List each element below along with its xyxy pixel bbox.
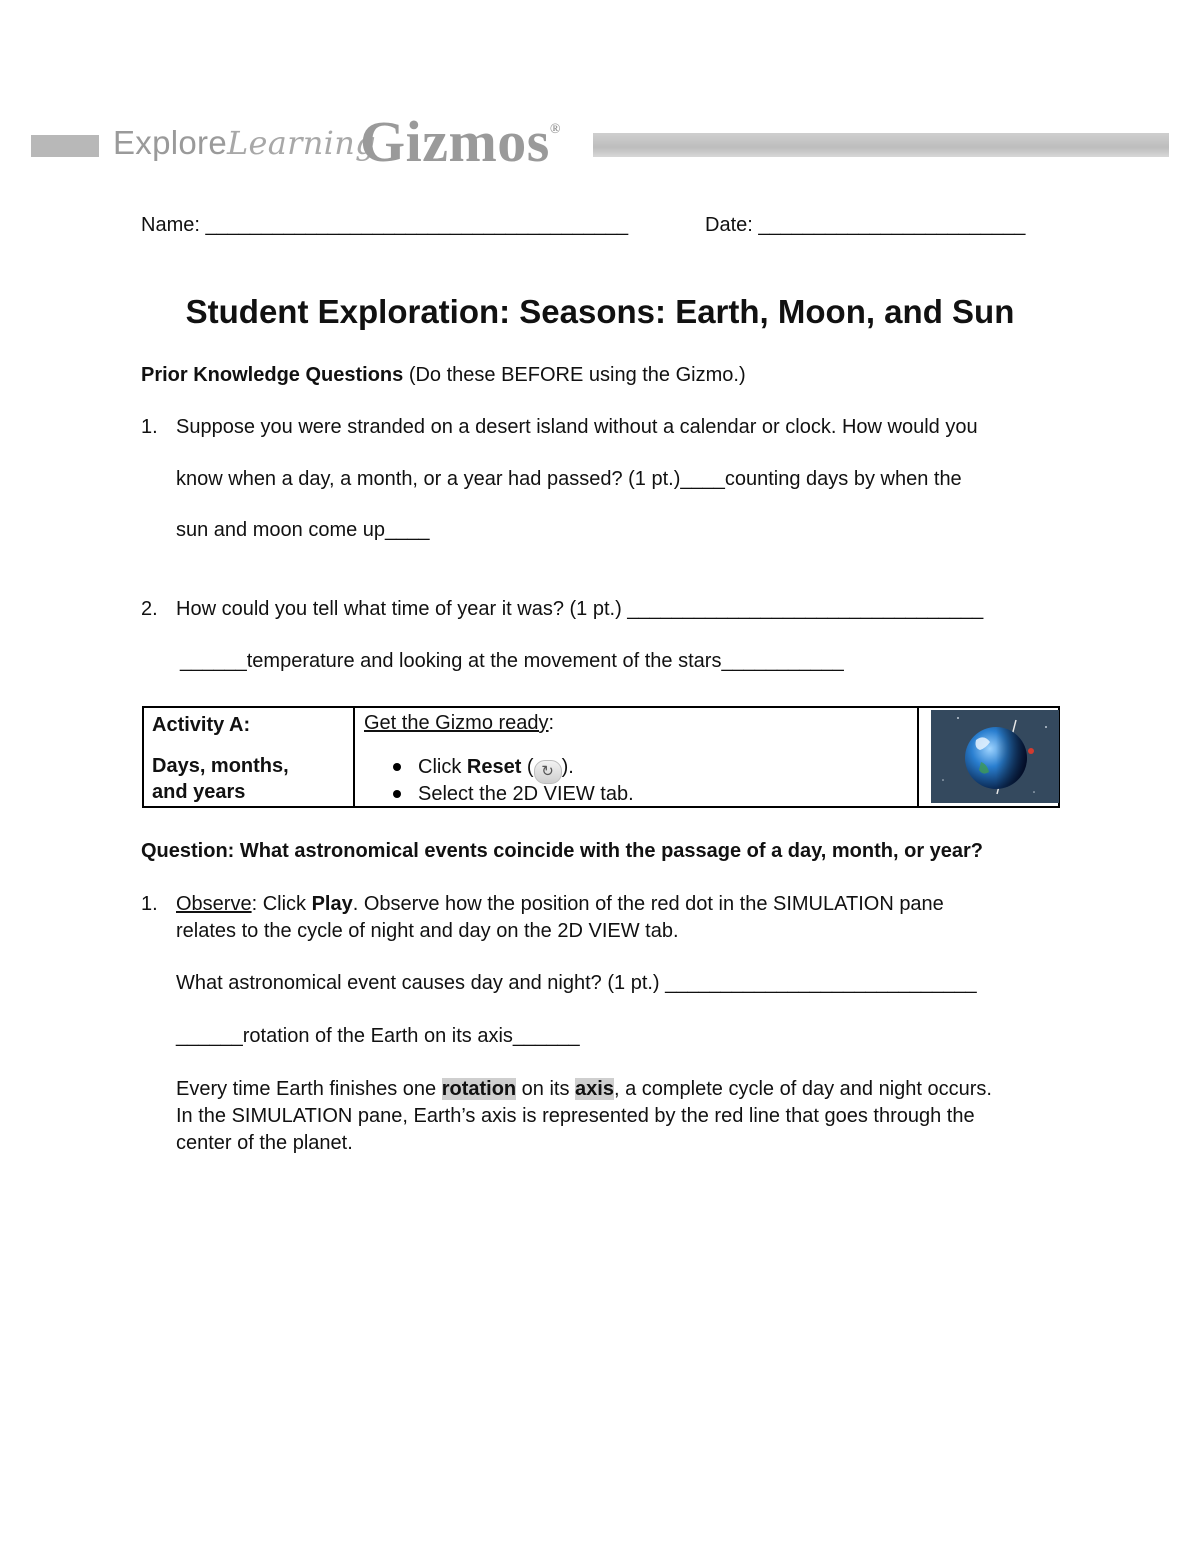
q2-line1: How could you tell what time of year it was? (1 pt.) ________________________________ <box>176 598 984 620</box>
day-night-question: What astronomical event causes day and night? (1 pt.) ____________________________ <box>176 972 977 994</box>
page-title: Student Exploration: Seasons: Earth, Moon, and Sun <box>185 293 1015 330</box>
question-heading: Question: What astronomical events coincide with the passage of a day, month, or year? <box>141 840 984 862</box>
q2-line2: ______temperature and looking at the movement of the stars___________ <box>180 650 844 672</box>
observe-label: Observe <box>176 893 252 915</box>
header-bar-right <box>593 133 1169 157</box>
rotation-paragraph-line3: center of the planet. <box>176 1132 353 1154</box>
name-field[interactable]: ______________________________________ <box>205 214 629 236</box>
name-label: Name: <box>141 214 200 236</box>
logo-learning-text: Learning <box>227 124 376 162</box>
bullet-reset <box>418 755 574 784</box>
observe-number: 1. <box>141 893 158 915</box>
observe-line1 <box>176 892 944 916</box>
rotation-paragraph-line1 <box>176 1077 992 1101</box>
registered-mark: ® <box>549 122 561 137</box>
bullet-2d-view: Select the 2D VIEW tab. <box>418 783 634 805</box>
observe-rest: . Observe how the position of the red dot in the SIMULATION pane <box>352 893 944 915</box>
reset-label: Reset <box>466 756 522 778</box>
gizmo-ready-heading <box>364 711 554 735</box>
earth-globe-graphic <box>931 710 1059 803</box>
axis-term: axis <box>575 1078 614 1100</box>
earth-globe-icon <box>931 710 1059 803</box>
bullet-reset-close: ). <box>561 756 574 778</box>
q1-line1: Suppose you were stranded on a desert island without a calendar or clock. How would you <box>176 416 978 438</box>
observe-colon: : Click <box>251 893 312 915</box>
gizmo-ready-text: Get the Gizmo ready <box>364 712 549 734</box>
observe-line2: relates to the cycle of night and day on the 2D VIEW tab. <box>176 920 679 942</box>
play-label: Play <box>311 893 353 915</box>
table-divider <box>353 706 355 808</box>
prior-heading-rest: (Do these BEFORE using the Gizmo.) <box>403 364 746 386</box>
prior-heading-bold: Prior Knowledge Questions <box>141 364 404 386</box>
rotation-text-post: , a complete cycle of day and night occurs. <box>613 1078 992 1100</box>
activity-subtitle-line1: Days, months, <box>152 755 289 777</box>
day-night-answer: ______rotation of the Earth on its axis______ <box>176 1025 580 1047</box>
gizmos-logo <box>360 108 561 175</box>
gizmo-ready-colon: : <box>548 712 555 734</box>
q1-line3: sun and moon come up____ <box>176 519 430 541</box>
table-divider <box>917 706 919 808</box>
header-bar-left <box>31 135 99 157</box>
logo-explore-text: Explore <box>113 124 227 161</box>
bullet-icon <box>393 763 401 771</box>
rotation-text-mid: on its <box>516 1078 576 1100</box>
q2-number: 2. <box>141 598 158 620</box>
date-label: Date: <box>705 214 753 236</box>
explorelearning-logo <box>113 124 376 162</box>
rotation-paragraph-line2: In the SIMULATION pane, Earth’s axis is represented by the red line that goes through the <box>176 1105 975 1127</box>
q1-line2: know when a day, a month, or a year had passed? (1 pt.)____counting days by when the <box>176 468 962 490</box>
activity-label: Activity A: <box>152 714 251 736</box>
bullet-reset-open: ( <box>521 756 534 778</box>
logo-gizmos-text: Gizmos <box>360 109 550 174</box>
rotation-term: rotation <box>441 1078 517 1100</box>
bullet-icon <box>393 790 401 798</box>
rotation-text-pre: Every time Earth finishes one <box>176 1078 442 1100</box>
date-field[interactable]: ________________________ <box>758 214 1026 236</box>
activity-subtitle-line2: and years <box>152 781 246 803</box>
reset-icon[interactable]: ↻ <box>534 760 562 784</box>
q1-number: 1. <box>141 416 158 438</box>
name-line <box>141 213 628 237</box>
prior-knowledge-heading <box>141 363 746 387</box>
date-line <box>705 213 1025 237</box>
bullet-reset-pre: Click <box>418 756 467 778</box>
